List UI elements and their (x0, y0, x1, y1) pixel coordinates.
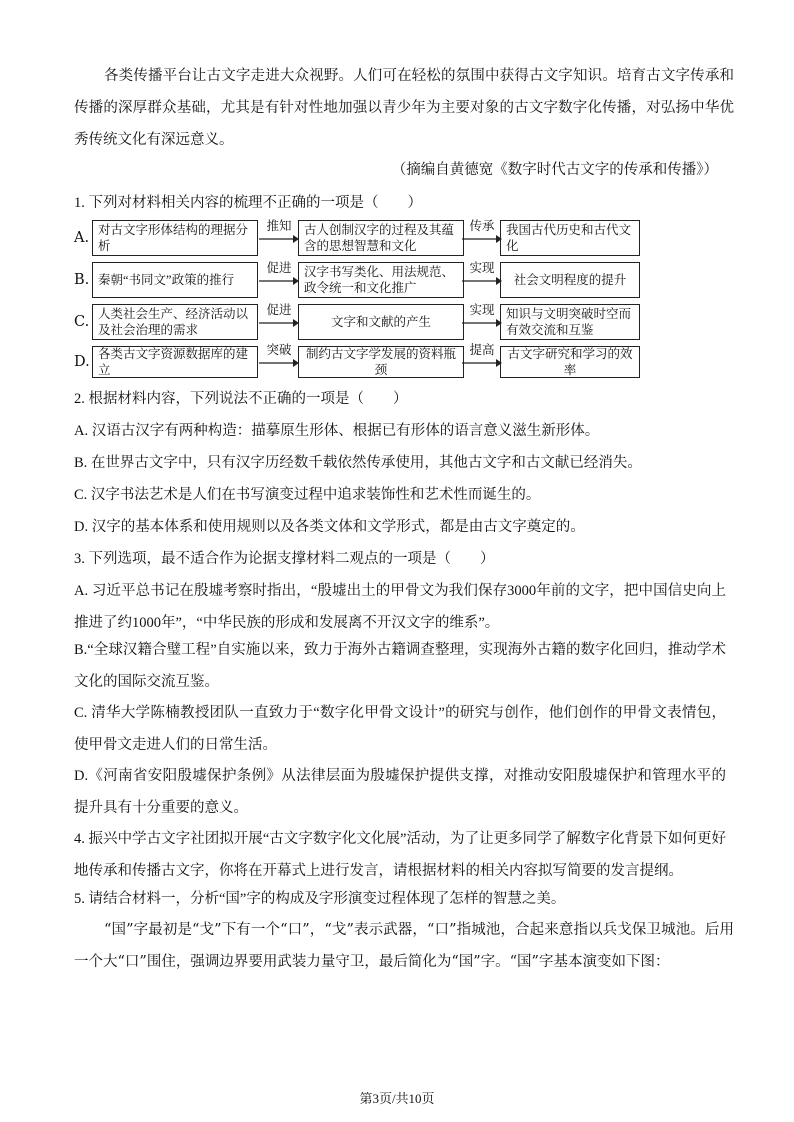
page-footer: 第3页/共10页 (359, 1091, 435, 1106)
source-citation: （摘编自黄德宽《数字时代古文字的传承和传播》） (391, 162, 718, 178)
row-c-letter: C. (74, 314, 90, 330)
row-b-arrow2-label: 实现 (469, 261, 495, 275)
arrow-right-icon (462, 358, 502, 368)
row-d-box1: 各类古文字资源数据库的建立 (92, 346, 258, 378)
row-d-arrow2 (462, 343, 502, 377)
row-a-arrow2-label: 传承 (469, 219, 495, 233)
row-b-arrow1-label: 促进 (266, 261, 292, 275)
row-c-box1: 人类社会生产、经济活动以及社会治理的需求 (92, 304, 258, 340)
q3-option-b: B.“全球汉籍合璧工程”自实施以来，致力于海外古籍调查整理，实现海外古籍的数字化回归，推动学术文化的国际交流互鉴。 (74, 642, 726, 690)
q5-paragraph: “国”字最初是“戈”下有一个“口”，“戈”表示武器，“口”指城池，合起来意指以兵戈保卫城池。后用一个大“口”围住，强调边界要用武装力量守卫，最后简化为“国”字。“国”字基本演变如下图： (74, 922, 734, 970)
row-b-arrow1 (259, 261, 299, 295)
row-a-box3: 我国古代历史和古代文化 (500, 220, 640, 256)
intro-paragraph: 各类传播平台让古文字走进大众视野。人们可在轻松的氛围中获得古文字知识。培育古文字传承和传播的深厚群众基础，尤其是有针对性地加强以青少年为主要对象的古文字数字化传播，对弘扬中华优秀传统文化有深远意义。 (74, 68, 734, 148)
arrow-right-icon (259, 276, 299, 286)
q2-option-b: B. 在世界古文字中，只有汉字历经数千载依然传承使用，其他古文字和古文献已经消失。 (74, 455, 642, 471)
row-c-box2: 文字和文献的产生 (298, 304, 464, 340)
row-c-arrow2 (462, 303, 502, 337)
row-c-arrow2-label: 实现 (469, 303, 495, 317)
q2-option-a: A. 汉语古汉字有两种构造：描摹原生形体、根据已有形体的语言意义滋生新形体。 (74, 423, 600, 439)
q2-stem: 2. 根据材料内容，下列说法不正确的一项是（ ） (74, 391, 408, 407)
q2-option-d: D. 汉字的基本体系和使用规则以及各类文体和文学形式，都是由古文字奠定的。 (74, 519, 585, 535)
row-b-letter: B. (74, 272, 90, 288)
arrow-right-icon (462, 276, 502, 286)
row-a-box2: 古人创制汉字的过程及其蕴含的思想智慧和文化 (298, 220, 464, 256)
arrow-right-icon (259, 318, 299, 328)
arrow-right-icon (259, 358, 299, 368)
q3-option-a: A. 习近平总书记在殷墟考察时指出，“殷墟出土的甲骨文为我们保存3000年前的文字，把中国信史向上推进了约1000年”，“中华民族的形成和发展离不开汉文字的维系”。 (74, 583, 726, 631)
q3-option-c: C. 清华大学陈楠教授团队一直致力于“数字化甲骨文设计”的研究与创作，他们创作的甲骨文表情包，使甲骨文走进人们的日常生活。 (74, 705, 726, 753)
row-b-arrow2 (462, 261, 502, 295)
row-a-arrow1-label: 推知 (266, 219, 292, 233)
row-d-arrow2-label: 提高 (469, 343, 495, 357)
row-a-letter: A. (74, 230, 90, 246)
row-d-box2: 制约古文字学发展的资料瓶颈 (298, 346, 464, 378)
row-d-letter: D. (74, 354, 90, 370)
row-c-arrow1 (259, 303, 299, 337)
row-b-box1: 秦朝“书同文”政策的推行 (92, 262, 258, 298)
row-b-box3: 社会文明程度的提升 (500, 262, 640, 298)
row-b-box2: 汉字书写类化、用法规范、政令统一和文化推广 (298, 262, 464, 298)
row-d-arrow1 (259, 343, 299, 377)
arrow-right-icon (462, 234, 502, 244)
row-a-arrow2 (462, 219, 502, 253)
q3-stem: 3. 下列选项，最不适合作为论据支撑材料二观点的一项是（ ） (74, 551, 495, 567)
row-c-box3: 知识与文明突破时空而有效交流和互鉴 (500, 304, 640, 340)
row-a-arrow1 (259, 219, 299, 253)
arrow-right-icon (462, 318, 502, 328)
arrow-right-icon (259, 234, 299, 244)
q3-option-d: D.《河南省安阳殷墟保护条例》从法律层面为殷墟保护提供支撑，对推动安阳殷墟保护和管理水平的提升具有十分重要的意义。 (74, 768, 726, 816)
row-a-box1: 对古文字形体结构的理据分析 (92, 220, 258, 256)
q4-text: 4. 振兴中学古文字社团拟开展“古文字数字化文化展”活动，为了让更多同学了解数字化背景下如何更好地传承和传播古文字，你将在开幕式上进行发言，请根据材料的相关内容拟写简要的发言提纲。 (74, 831, 726, 879)
row-d-box3: 古文字研究和学习的效率 (500, 346, 640, 378)
q5-text: 5. 请结合材料一，分析“国”字的构成及字形演变过程体现了怎样的智慧之美。 (74, 891, 566, 907)
row-c-arrow1-label: 促进 (266, 303, 292, 317)
q1-stem: 1. 下列对材料相关内容的梳理不正确的一项是（ ） (74, 195, 422, 211)
q2-option-c: C. 汉字书法艺术是人们在书写演变过程中追求装饰性和艺术性而诞生的。 (74, 487, 541, 503)
row-d-arrow1-label: 突破 (266, 343, 292, 357)
